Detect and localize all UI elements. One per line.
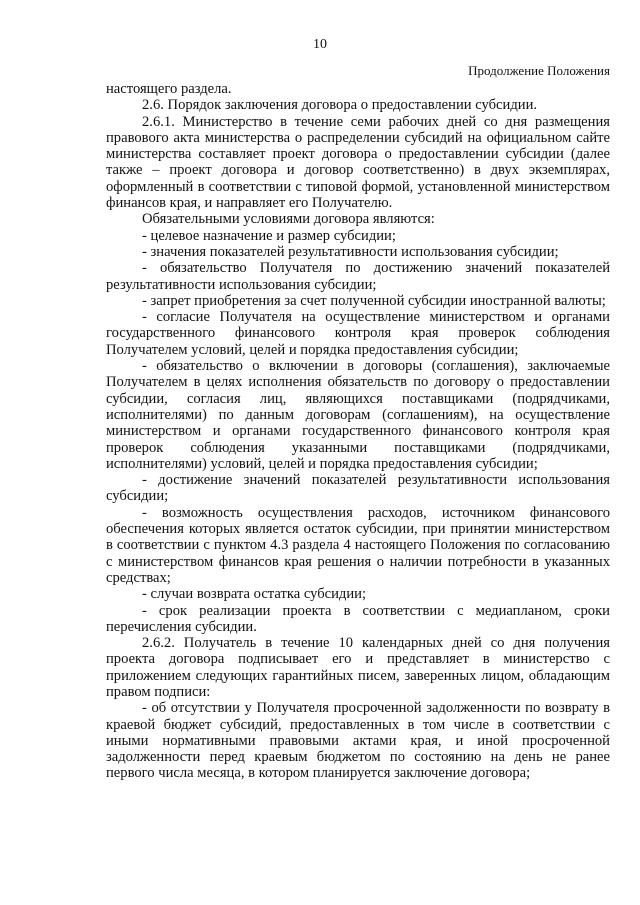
list-item: - запрет приобретения за счет полученной субсидии иностранной валюты; [142, 292, 606, 309]
list-item: - обязательство о включении в договоры (соглашения), заключаемые Получателем в целях исполнения обязательств по договору о предоставлении субсидии, согласия лиц, являющихся поставщиками (подрядчиками, исполнителями) по данным договорам (соглашениям), на осуществление министерством и органами государственного финансового контроля края проверок соблюдения указанными поставщиками (подрядчиками, исполнителями) условий, целей и порядка предоставления субсидии; [106, 358, 610, 472]
list-item: - значения показателей результативности использования субсидии; [142, 243, 559, 260]
list-item: - целевое назначение и размер субсидии; [142, 227, 396, 244]
section-heading: 2.6. Порядок заключения договора о предоставлении субсидии. [142, 97, 538, 114]
list-item: - согласие Получателя на осуществление министерством и органами государственного финансового контроля края проверок соблюдения Получателем условий, целей и порядка предоставления субсидии; [106, 309, 610, 358]
paragraph: настоящего раздела. [106, 81, 232, 97]
paragraph: Обязательными условиями договора являются: [142, 211, 435, 228]
document-body [106, 81, 610, 782]
list-item: - обязательство Получателя по достижению значений показателей результативности использования субсидии; [106, 260, 610, 293]
list-item: - случаи возврата остатка субсидии; [142, 586, 367, 603]
list-item: - достижение значений показателей результативности использования субсидии; [106, 472, 610, 505]
paragraph: 2.6.1. Министерство в течение семи рабочих дней со дня размещения правового акта министерства о распределении субсидий на официальном сайте министерства составляет проект договора о предоставлении субсидии (далее также – проект договора и договор соответственно) в двух экземплярах, оформленный в соответствии с типовой формой, установленной министерством финансов края, и направляет его Получателю. [106, 113, 610, 212]
paragraph: 2.6.2. Получатель в течение 10 календарных дней со дня получения проекта договора подписывает его и представляет в министерство с приложением следующих гарантийных писем, заверенных лицом, обладающим правом подписи: [106, 635, 610, 700]
list-item: - возможность осуществления расходов, источником финансового обеспечения которых является остаток субсидии, при принятии министерством в соответствии с пунктом 4.3 раздела 4 настоящего Положения по согласованию с министерством финансов края решения о наличии потребности в указанных средствах; [106, 504, 610, 586]
list-item: - срок реализации проекта в соответствии с медиапланом, сроки перечисления субсидии. [106, 602, 610, 635]
page-number: 10 [313, 37, 327, 52]
list-item: - об отсутствии у Получателя просроченной задолженности по возврату в краевой бюджет субсидий, предоставленных в том числе в соответствии с иными нормативными правовыми актами края, и иной просроченной задолженности перед краевым бюджетом по состоянию на день не ранее первого числа месяца, в котором планируется заключение договора; [106, 700, 610, 782]
running-title: Продолжение Положения [468, 63, 610, 78]
